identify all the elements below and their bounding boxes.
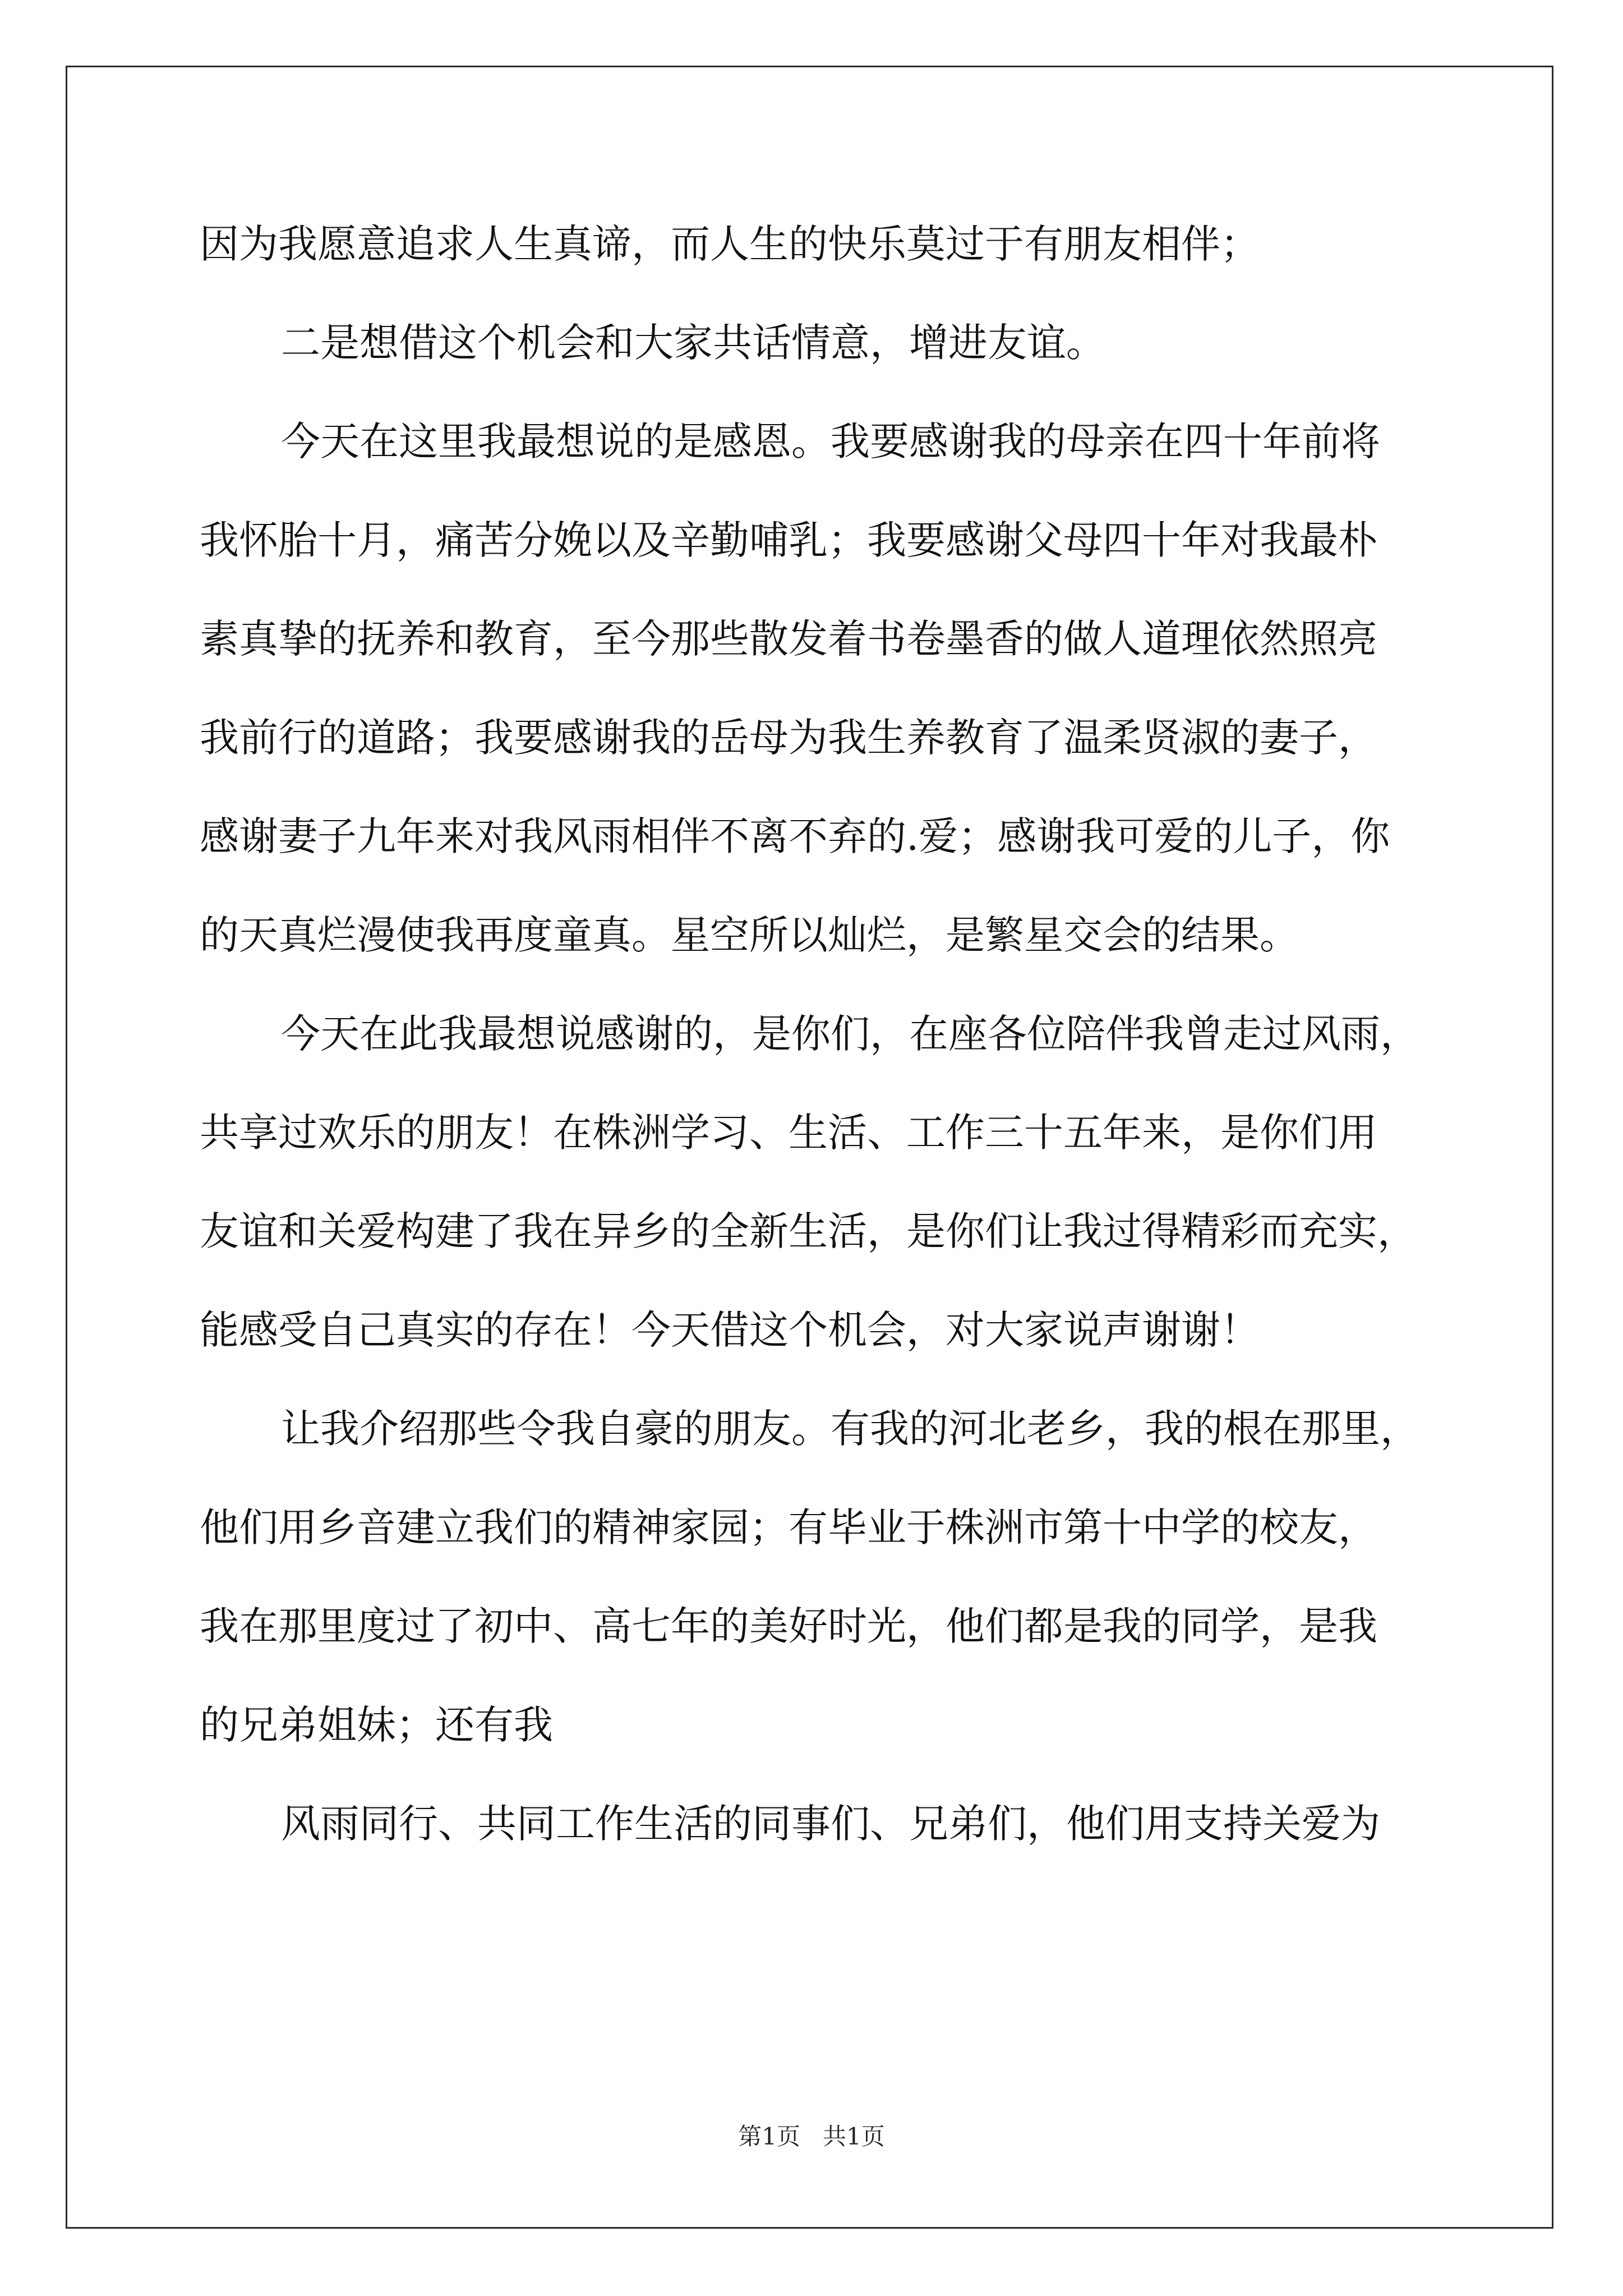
text-line-10: 共享过欢乐的朋友！在株洲学习、生活、工作三十五年来，是你们用: [200, 1110, 1377, 1156]
text-line-15: 我在那里度过了初中、高七年的美好时光，他们都是我的同学，是我: [200, 1603, 1377, 1649]
text-line-7: 感谢妻子九年来对我风雨相伴不离不弃的.爱；感谢我可爱的儿子，你: [200, 813, 1390, 859]
text-line-17: 风雨同行、共同工作生活的同事们、兄弟们，他们用支持关爱为: [281, 1801, 1380, 1847]
page-total: 共1页: [823, 2123, 885, 2150]
text-line-13: 让我介绍那些令我自豪的朋友。有我的河北老乡，我的根在那里，: [281, 1406, 1419, 1452]
text-line-6: 我前行的道路；我要感谢我的岳母为我生养教育了温柔贤淑的妻子，: [200, 715, 1377, 761]
text-line-1: 因为我愿意追求人生真谛，而人生的快乐莫过于有朋友相伴；: [200, 221, 1260, 267]
text-line-11: 友谊和关爱构建了我在异乡的全新生活，是你们让我过得精彩而充实，: [200, 1208, 1417, 1254]
text-line-12: 能感受自己真实的存在！今天借这个机会，对大家说声谢谢！: [200, 1307, 1260, 1353]
page-number: 第1页: [738, 2123, 800, 2150]
text-line-4: 我怀胎十月，痛苦分娩以及辛勤哺乳；我要感谢父母四十年对我最朴: [200, 517, 1377, 563]
text-line-3: 今天在这里我最想说的是感恩。我要感谢我的母亲在四十年前将: [281, 418, 1380, 464]
text-line-8: 的天真烂漫使我再度童真。星空所以灿烂，是繁星交会的结果。: [200, 912, 1299, 958]
document-body: [200, 221, 1433, 1903]
page-footer: [0, 2123, 1623, 2151]
text-line-14: 他们用乡音建立我们的精神家园；有毕业于株洲市第十中学的校友，: [200, 1504, 1377, 1550]
text-line-16: 的兄弟姐妹；还有我: [200, 1702, 553, 1748]
text-line-5: 素真挚的抚养和教育，至今那些散发着书卷墨香的做人道理依然照亮: [200, 616, 1377, 662]
text-line-2: 二是想借这个机会和大家共话情意，增进友谊。: [281, 320, 1105, 366]
text-line-9: 今天在此我最想说感谢的，是你们，在座各位陪伴我曾走过风雨，: [281, 1011, 1419, 1057]
